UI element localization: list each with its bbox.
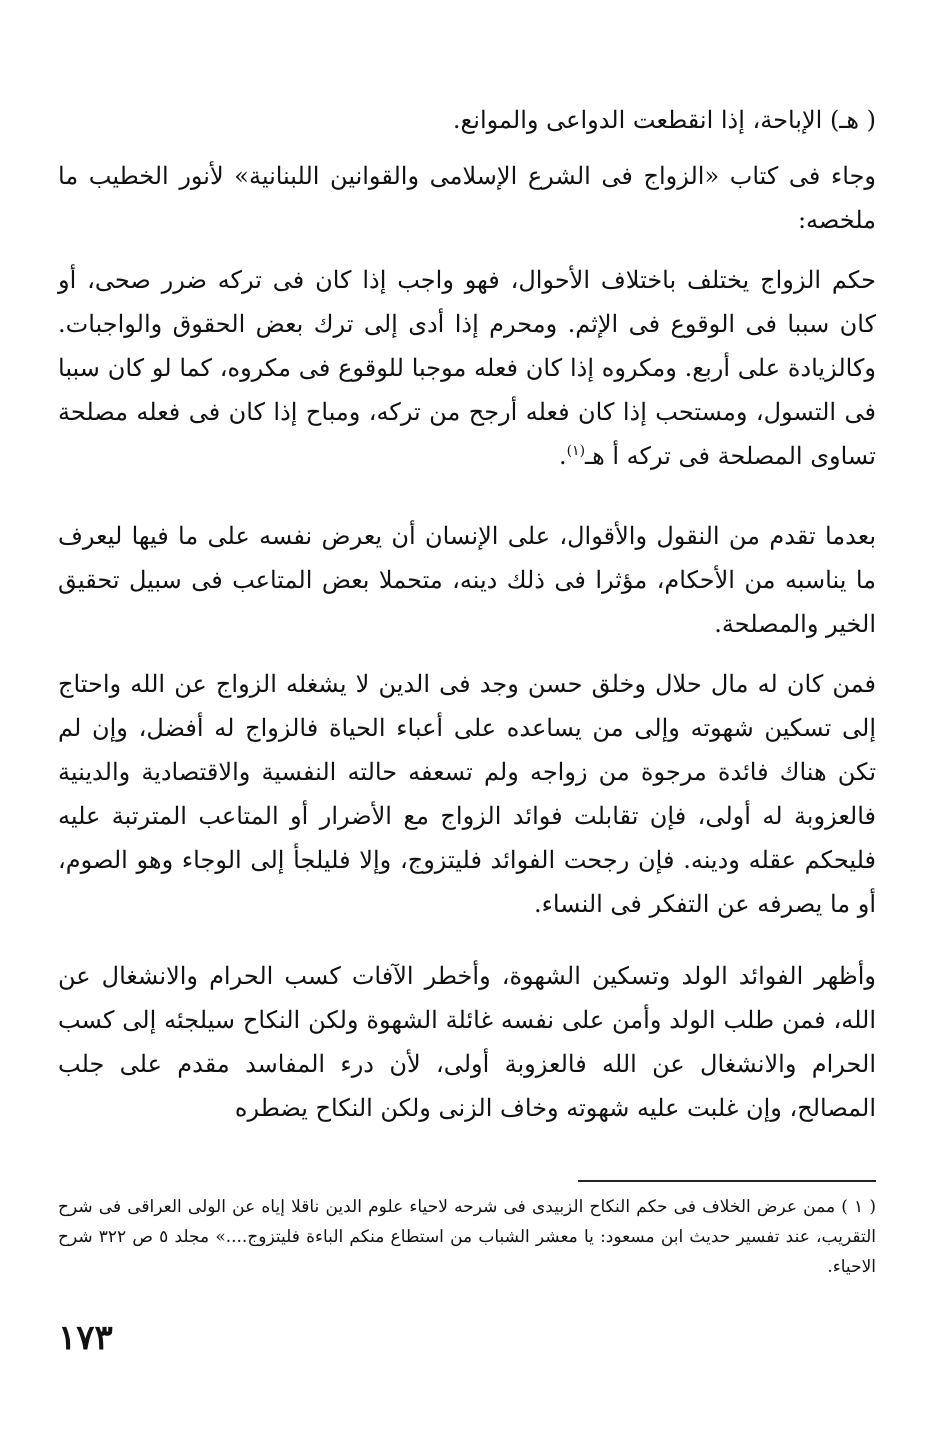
paragraph-benefits-harms: وأظهر الفوائد الولد وتسكين الشهوة، وأخطر الآفات كسب الحرام والانشغال عن الله، فمن طلب الولد وأمن على نفسه غائلة الشهوة ولكن النكاح سيلجئه إلى كسب الحرام والانشغال عن الله فالعزوبة أولى، لأن درء المفاسد مقدم على جلب المصالح، وإن غلبت عليه شهوته وخاف الزنى ولكن النكاح يضطره bbox=[58, 962, 876, 1122]
footnote: ( ١ ) ممن عرض الخلاف فى حكم النكاح الزبيدى فى شرحه لاحياء علوم الدين ناقلا إياه عن الولى العراقى فى شرح التقريب، عند تفسير حديث ابن مسعود: يا معشر الشباب من استطاع منكم الباءة فليتزوج....» مجلد ٥ ص ٣٢٢ شرح الاحياء. bbox=[58, 1197, 876, 1277]
paragraph-marriage-ruling-text: حكم الزواج يختلف باختلاف الأحوال، فهو واجب إذا كان فى تركه ضرر صحى، أو كان سببا فى الوقوع فى الإثم. ومحرم إذا أدى إلى ترك بعض الحقوق والواجبات. وكالزيادة على أربع. ومكروه إذا كان فعله موجبا للوقوع فى مكروه، كما لو كان سببا فى التسول، ومستحب إذا كان فعله أرجح من تركه، ومباح إذا كان فى فعله مصلحة تساوى المصلحة فى تركه أ هـ bbox=[58, 266, 876, 470]
paragraph-self-assessment: بعدما تقدم من النقول والأقوال، على الإنسان أن يعرض نفسه على ما فيها ليعرف ما يناسبه من الأحكام، مؤثرا فى ذلك دينه، متحملا بعض المتاعب فى سبيل تحقيق الخير والمصلحة. bbox=[58, 522, 876, 638]
paragraph-conditions: فمن كان له مال حلال وخلق حسن وجد فى الدين لا يشغله الزواج عن الله واحتاج إلى تسكين شهوته وإلى من يساعده على أعباء الحياة فالزواج له أفضل، وإن لم تكن هناك فائدة مرجوة من زواجه ولم تسعفه حالته النفسية والاقتصادية والدينية فالعزوبة له أولى، فإن تقابلت فوائد الزواج مع الأضرار أو المتاعب المترتبة عليه فليحكم عقله ودينه. فإن رجحت الفوائد فليتزوج، وإلا فليلجأ إلى الوجاء وهو الصوم، أو ما يصرفه عن التفكر فى النساء. bbox=[58, 670, 876, 918]
paragraph-marriage-ruling bbox=[58, 258, 876, 478]
paragraph-book-citation: وجاء فى كتاب «الزواج فى الشرع الإسلامى والقوانين اللبنانية» لأنور الخطيب ما ملخصه: bbox=[58, 162, 876, 234]
page-number: ١٧٣ bbox=[58, 1318, 113, 1358]
footnote-divider bbox=[578, 1180, 876, 1182]
footnote-reference: (١) bbox=[566, 443, 586, 459]
sentence-end: . bbox=[558, 442, 567, 470]
paragraph-ibaha: ( هـ) الإباحة، إذا انقطعت الدواعى والموانع. bbox=[452, 106, 876, 134]
